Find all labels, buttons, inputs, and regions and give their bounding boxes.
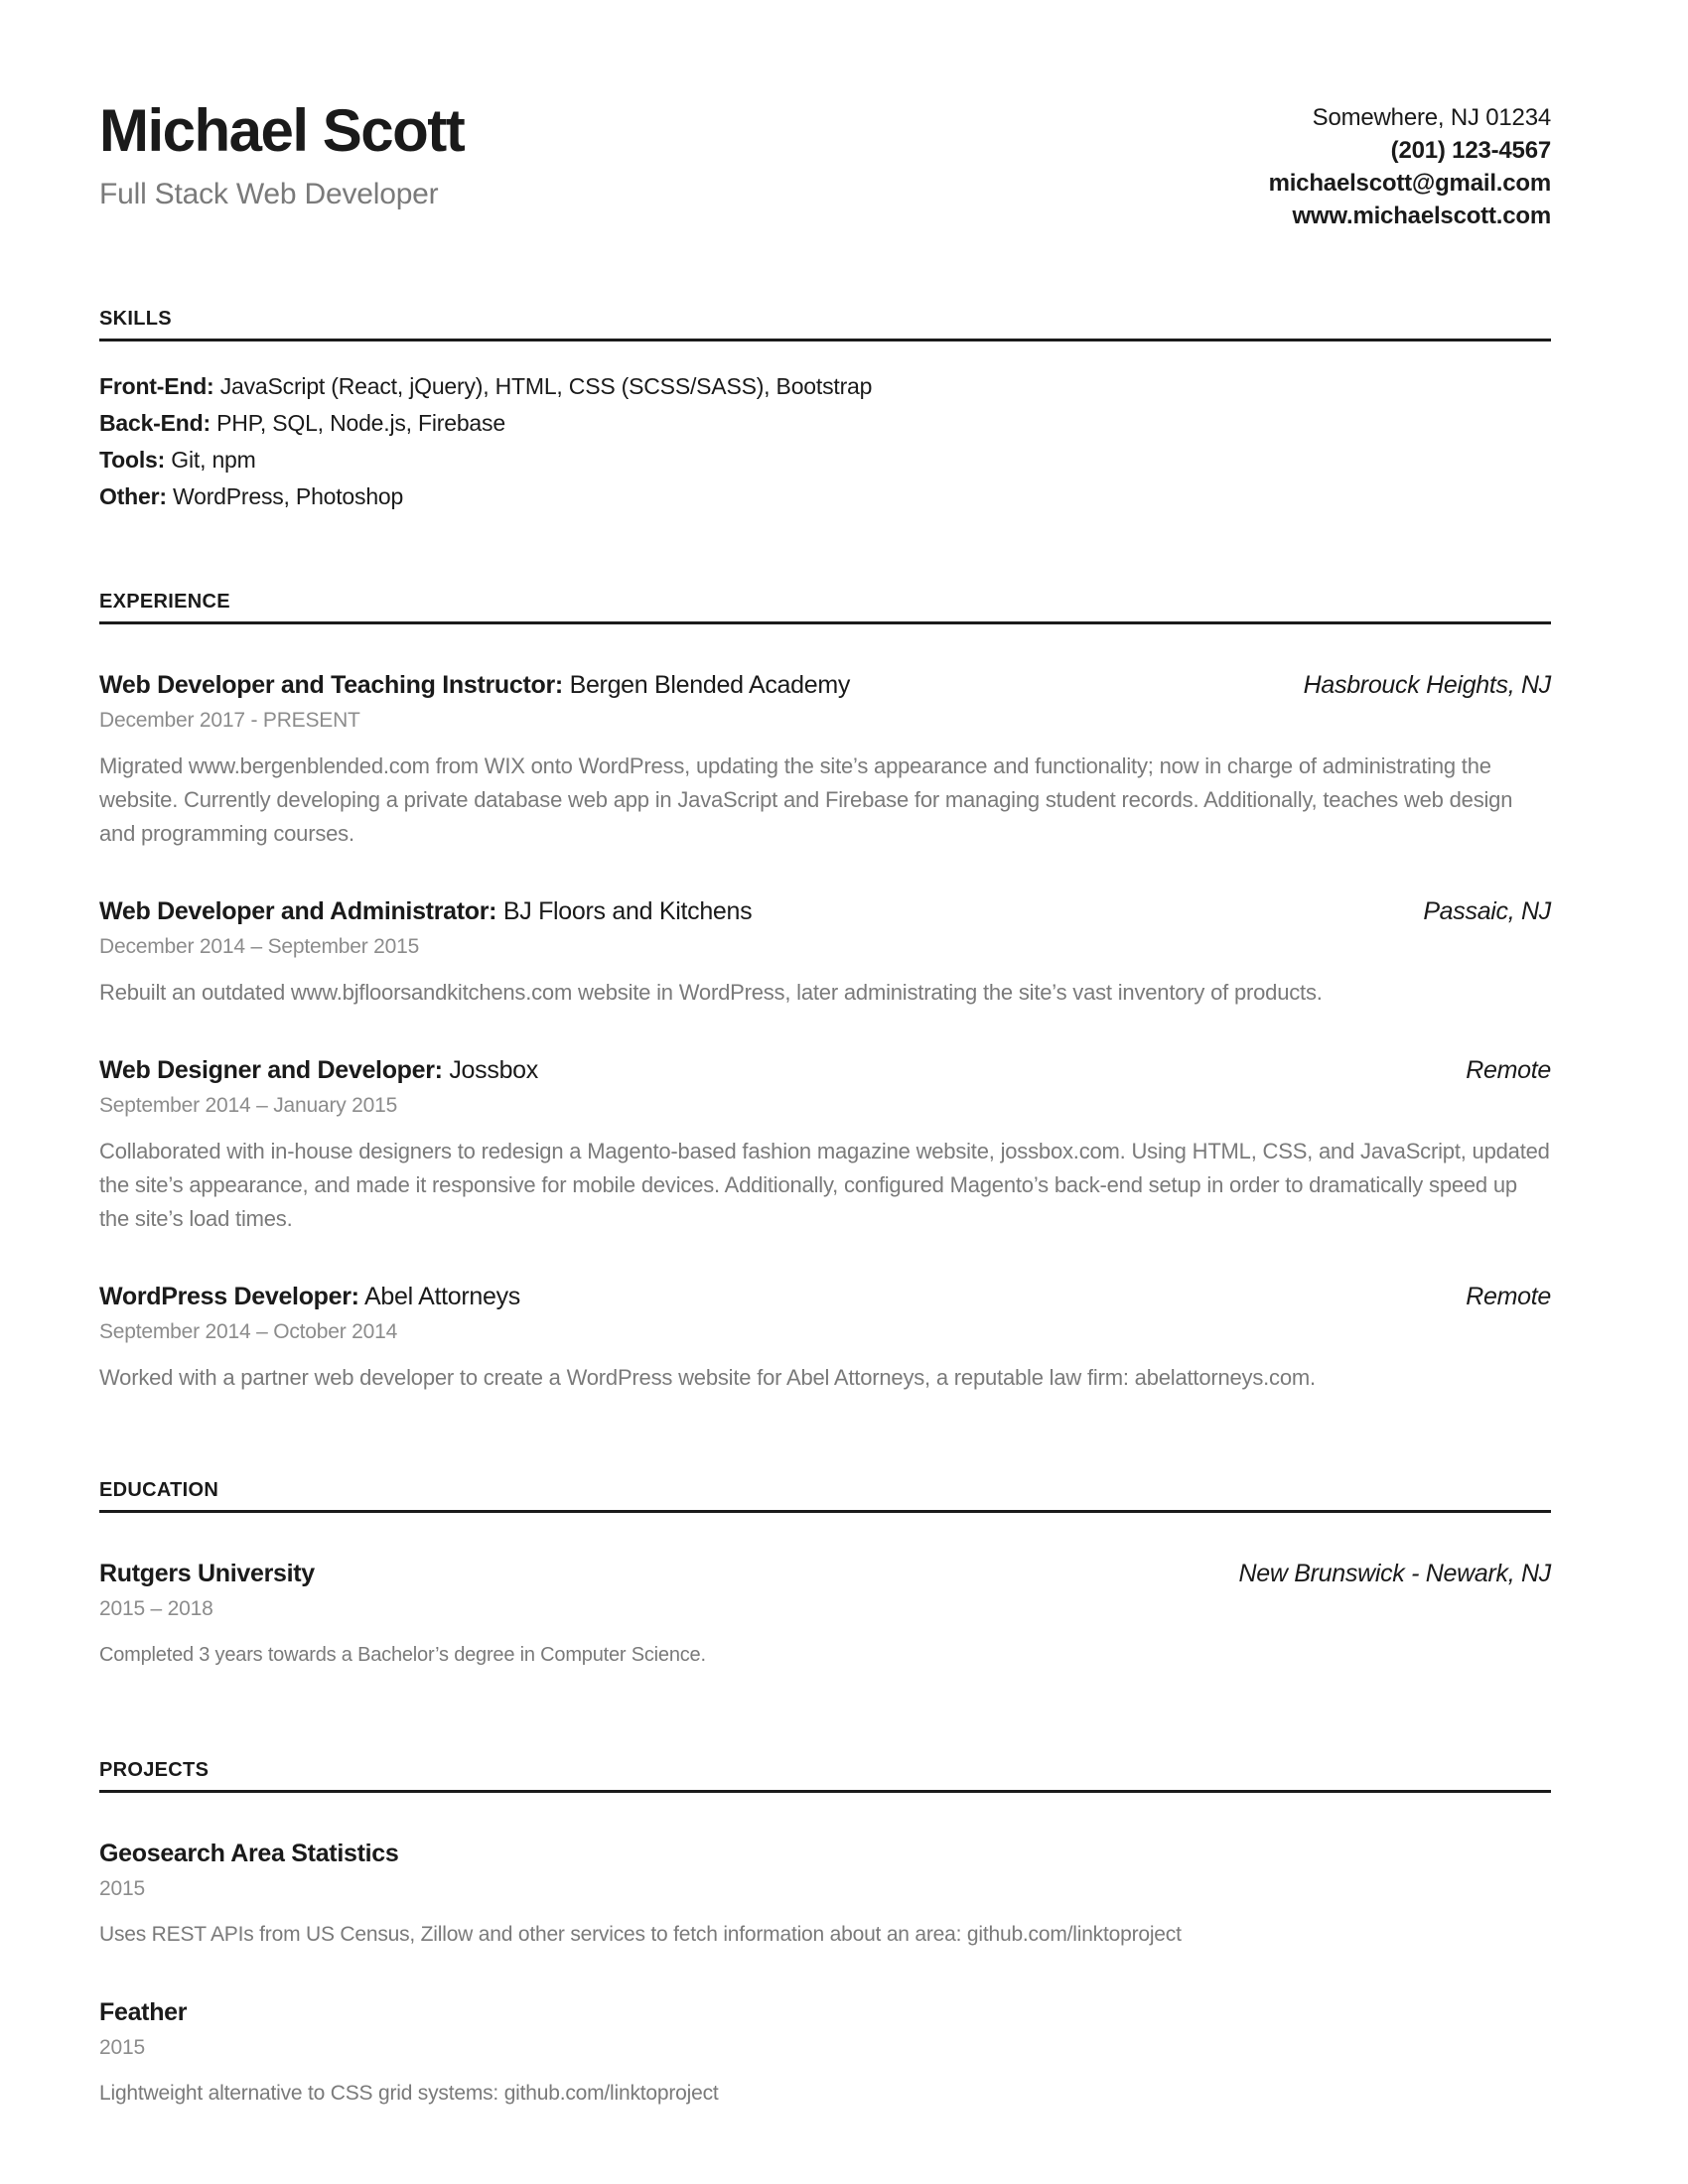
skill-row-other [99,478,1551,515]
skill-label: Other: [99,483,167,509]
project-dates: 2015 [99,2036,145,2059]
job-entry [99,670,1551,851]
skill-label: Tools: [99,447,166,473]
skill-label: Front-End: [99,373,214,399]
project-dates: 2015 [99,1877,145,1900]
school-dates: 2015 – 2018 [99,1597,213,1620]
person-job-title: Full Stack Web Developer [99,178,439,210]
job-location: Remote [1466,1056,1551,1084]
job-dates: December 2017 - PRESENT [99,709,360,732]
job-description: Rebuilt an outdated www.bjfloorsandkitchens.com website in WordPress, later administrating the site’s vast inventory of products. [99,980,1323,1005]
job-company: Jossbox [449,1056,538,1084]
skill-row-front-end [99,368,1551,405]
job-title [99,1282,520,1311]
contact-email: michaelscott@gmail.com [1268,170,1551,197]
job-description: Worked with a partner web developer to create a WordPress website for Abel Attorneys, a reputable law firm: abelattorneys.com. [99,1365,1316,1390]
job-role: Web Developer and Teaching Instructor: [99,671,563,699]
school-name-text: Rutgers University [99,1560,315,1587]
job-entry [99,1055,1551,1236]
experience-section [99,591,1551,1395]
job-role: Web Developer and Administrator: [99,897,497,925]
school-location: New Brunswick - Newark, NJ [1238,1560,1551,1587]
education-heading: EDUCATION [99,1479,1551,1513]
job-description: Migrated www.bergenblended.com from WIX onto WordPress, updating the site’s appearance and functionality; now in charge of administrating the website. Currently developing a private database web app in JavaScript and Firebase for managing student records. Additionally, teaches web design and programming courses. [99,753,1513,846]
project-description: Lightweight alternative to CSS grid systems: github.com/linktoproject [99,2082,719,2105]
contact-website: www.michaelscott.com [1292,203,1551,229]
skill-value: PHP, SQL, Node.js, Firebase [216,410,505,436]
person-name: Michael Scott [99,97,465,164]
contact-location: Somewhere, NJ 01234 [1312,104,1551,131]
job-location: Passaic, NJ [1423,897,1551,925]
job-company: BJ Floors and Kitchens [502,897,753,925]
education-head [99,1559,1551,1588]
skills-heading: SKILLS [99,308,1551,341]
project-name [99,1997,187,2027]
project-description: Uses REST APIs from US Census, Zillow and other services to fetch information about an area: github.com/linktoproject [99,1923,1182,1946]
job-title [99,1055,538,1085]
job-dates: December 2014 – September 2015 [99,935,420,958]
job-head [99,1055,1551,1085]
job-company: Bergen Blended Academy [569,671,851,699]
job-entry [99,1282,1551,1395]
job-dates: September 2014 – January 2015 [99,1094,398,1117]
project-entry [99,1997,1551,2111]
projects-heading: PROJECTS [99,1759,1551,1793]
job-description: Collaborated with in-house designers to redesign a Magento-based fashion magazine website, jossbox.com. Using HTML, CSS, and JavaScript, updated the site’s appearance, and made it responsive for mobile devices. Additionally, configured Magento’s back-end setup in order to dramatically speed up the site’s load times. [99,1139,1550,1231]
job-location: Hasbrouck Heights, NJ [1303,671,1551,699]
project-head [99,1997,1551,2027]
project-name [99,1839,398,1868]
job-company: Abel Attorneys [363,1283,520,1310]
school-description: Completed 3 years towards a Bachelor’s degree in Computer Science. [99,1644,706,1666]
job-title [99,670,850,700]
header-identity [99,99,464,212]
job-entry [99,896,1551,1010]
header [99,99,1551,232]
skills-list [99,368,1551,515]
skill-value: JavaScript (React, jQuery), HTML, CSS (SCSS/SASS), Bootstrap [219,373,873,399]
skills-section [99,308,1551,515]
skill-label: Back-End: [99,410,211,436]
job-location: Remote [1466,1283,1551,1310]
skill-value: WordPress, Photoshop [173,483,404,509]
education-section [99,1479,1551,1672]
job-role: Web Designer and Developer: [99,1056,443,1084]
school-name [99,1559,315,1588]
experience-heading: EXPERIENCE [99,591,1551,624]
project-entry [99,1839,1551,1952]
job-head [99,1282,1551,1311]
skill-row-tools [99,442,1551,478]
contact-phone: (201) 123-4567 [1390,137,1551,164]
project-name-text: Geosearch Area Statistics [99,1840,399,1867]
contact-block [1269,101,1551,232]
job-title [99,896,752,926]
project-head [99,1839,1551,1868]
skill-value: Git, npm [171,447,256,473]
job-head [99,670,1551,700]
job-dates: September 2014 – October 2014 [99,1320,398,1343]
job-head [99,896,1551,926]
education-entry [99,1559,1551,1672]
project-name-text: Feather [99,1998,188,2026]
skill-row-back-end [99,405,1551,442]
job-role: WordPress Developer: [99,1283,359,1310]
projects-section [99,1759,1551,2111]
